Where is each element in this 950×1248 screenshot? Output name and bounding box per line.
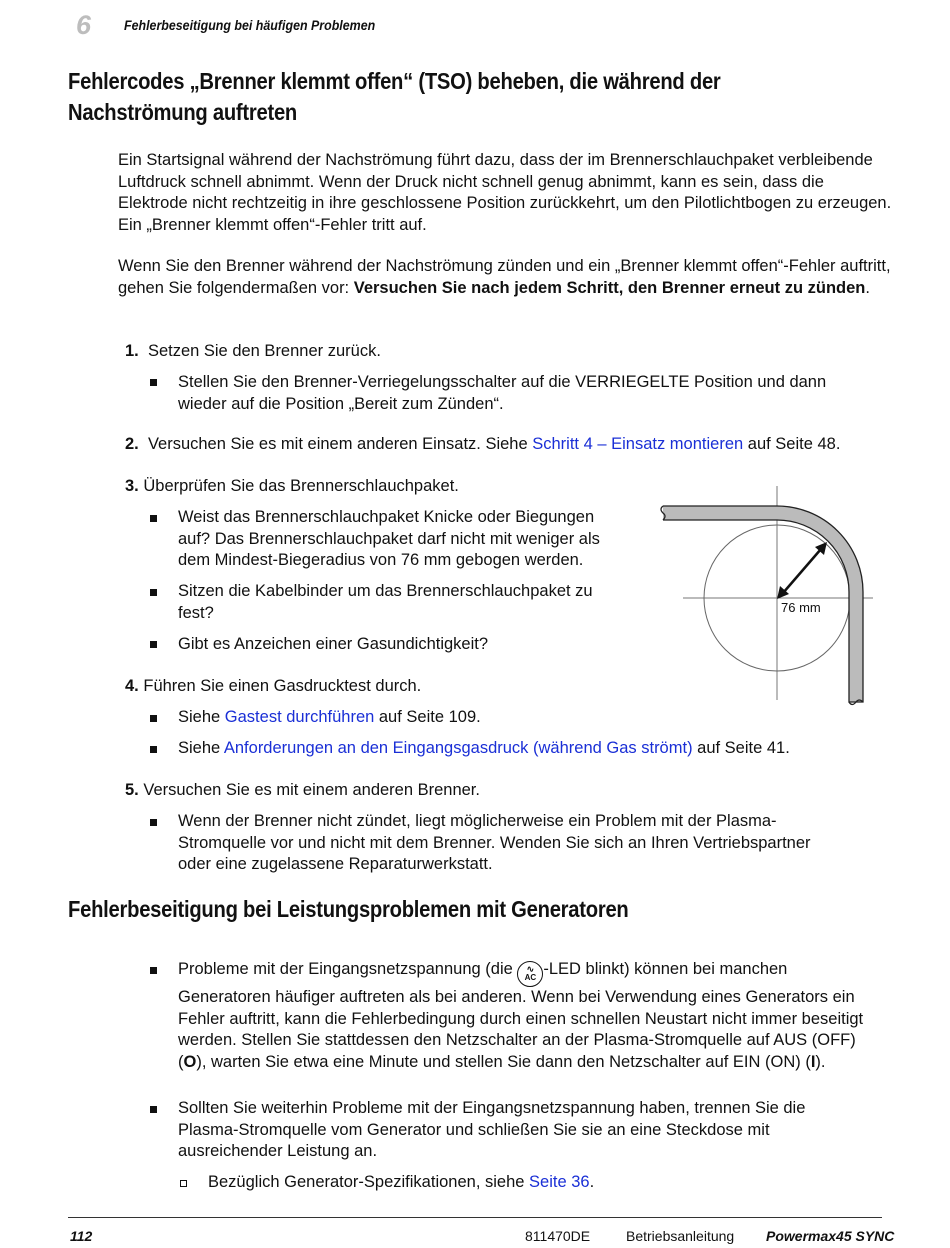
bullet-text-after: auf Seite 41. [692, 739, 790, 757]
sub-bullet-marker [180, 1180, 187, 1187]
footer-divider [68, 1217, 882, 1218]
step-3-bullet-3: Gibt es Anzeichen einer Gasundichtigkeit? [178, 635, 489, 653]
link-gastest[interactable]: Gastest durchführen [224, 708, 375, 726]
on-symbol: I [810, 1052, 816, 1071]
chapter-title: Fehlerbeseitigung bei häufigen Problemen [124, 18, 376, 33]
instruction-text: Wenn Sie den Brenner während der Nachströmung zünden und ein „Brenner klemmt offen“-Fehler auftritt, gehen Sie folgendermaßen vor: [118, 257, 891, 297]
bullet-marker [150, 589, 157, 596]
generator-bullet-1 [178, 959, 878, 1073]
step-text: Führen Sie einen Gasdrucktest durch. [143, 677, 422, 695]
bullet-text-after: auf Seite 109. [374, 708, 481, 726]
step-3 [125, 476, 459, 498]
generator-sub-bullet [208, 1172, 594, 1194]
ac-led-icon: ∿ AC [517, 961, 543, 987]
step-4-bullet-2 [178, 738, 790, 760]
step-5 [125, 780, 480, 802]
bullet-marker [150, 746, 157, 753]
step-number: 1. [125, 342, 139, 360]
instruction-paragraph [118, 256, 893, 299]
bullet-text: Siehe [178, 708, 225, 726]
link-seite-36[interactable]: Seite 36 [529, 1173, 590, 1191]
step-text: Überprüfen Sie das Brennerschlauchpaket. [143, 477, 459, 495]
bullet-marker [150, 379, 157, 386]
step-3-bullet-2: Sitzen die Kabelbinder um das Brennerschlauchpaket zu fest? [178, 582, 593, 622]
step-3-bullet-1: Weist das Brennerschlauchpaket Knicke oder Biegungen auf? Das Brennerschlauchpaket darf nicht mit weniger als dem Mindest-Biegeradius von 76 mm gebogen werden. [178, 508, 600, 569]
bullet-marker [150, 1106, 157, 1113]
document-number: 811470DE [525, 1228, 591, 1244]
step-4 [125, 676, 421, 698]
step-1-bullet: Stellen Sie den Brenner-Verriegelungsschalter auf die VERRIEGELTE Position und dann wieder auf die Position „Bereit zum Zünden“. [178, 373, 827, 413]
step-text: Versuchen Sie es mit einem anderen Einsatz. Siehe [147, 435, 533, 453]
step-number: 2. [125, 435, 139, 453]
step-5-bullet: Wenn der Brenner nicht zündet, liegt möglicherweise ein Problem mit der Plasma-Stromquelle vor und nicht mit dem Brenner. Wenden Sie sich an Ihren Vertriebspartner oder eine zugelassene Reparaturwerkstatt. [178, 812, 811, 873]
document-type: Betriebsanleitung [626, 1228, 735, 1244]
chapter-number: 6 [76, 10, 92, 40]
intro-paragraph: Ein Startsignal während der Nachströmung führt dazu, dass der im Brennerschlauchpaket verbleibende Luftdruck schnell abnimmt. Wenn der Druck nicht schnell genug abnimmt, kann es sein, dass die Elektrode nicht rechtzeitig in ihre geschlossene Position zurückkehrt, um den Pilotlichtbogen zu erzeugen. Ein „Brenner klemmt offen“-Fehler tritt auf. [118, 151, 892, 234]
radius-label: 76 mm [781, 600, 821, 615]
section-title-generators: Fehlerbeseitigung bei Leistungsproblemen mit Generatoren [68, 896, 629, 922]
bullet-text-mid: ), warten Sie etwa eine Minute und stellen Sie dann den Netzschalter auf EIN (ON) ( [196, 1052, 811, 1071]
bullet-text-cont: -LED blinkt) können bei manchen Generatoren häufiger auftreten als bei anderen. Wenn bei Verwendung eines Generators ein Fehler auftritt, kann die Fehlerbedingung durch einen schnellen Neustart nicht immer beseitigt werden. Stellen Sie stattdessen den Netzschalter an der Plasma-Stromquelle auf AUS (OFF) ( [178, 960, 864, 1071]
step-text: Setzen Sie den Brenner zurück. [147, 342, 381, 360]
radius-arrow-line [783, 549, 821, 593]
step-text-after: auf Seite 48. [743, 435, 841, 453]
step-4-bullet-1 [178, 707, 481, 729]
bullet-text: Siehe [178, 739, 224, 757]
step-number: 4. [125, 677, 139, 695]
instruction-end: . [865, 278, 870, 297]
section-title-tso: Fehlercodes „Brenner klemmt offen“ (TSO) beheben, die während der Nachströmung auftreten [68, 68, 721, 125]
ac-icon-label: AC [524, 973, 537, 982]
link-einsatz-montieren[interactable]: Schritt 4 – Einsatz montieren [532, 435, 744, 453]
instruction-bold: Versuchen Sie nach jedem Schritt, den Brenner erneut zu zünden [353, 278, 866, 297]
product-name: Powermax45 SYNC [766, 1228, 895, 1244]
bend-radius-figure [655, 482, 885, 710]
off-symbol: O [183, 1052, 197, 1071]
page-number: 112 [70, 1228, 93, 1244]
bullet-marker [150, 641, 157, 648]
sub-bullet-text: Bezüglich Generator-Spezifikationen, siehe [208, 1173, 530, 1191]
step-text: Versuchen Sie es mit einem anderen Brenner. [143, 781, 480, 799]
bullet-marker [150, 819, 157, 826]
sub-bullet-end: . [589, 1173, 595, 1191]
generator-bullet-2: Sollten Sie weiterhin Probleme mit der Eingangsnetzspannung haben, trennen Sie die Plasma-Stromquelle vom Generator und schließen Sie sie an eine Steckdose mit ausreichender Leistung an. [178, 1099, 806, 1160]
step-2 [125, 434, 840, 456]
torch-lead-hose [663, 506, 863, 702]
bullet-marker [150, 715, 157, 722]
step-number: 5. [125, 781, 139, 799]
bullet-text: Probleme mit der Eingangsnetzspannung (die [178, 960, 518, 978]
bullet-marker [150, 515, 157, 522]
step-number: 3. [125, 477, 139, 495]
step-1 [125, 341, 381, 363]
link-eingangsgasdruck[interactable]: Anforderungen an den Eingangsgasdruck (während Gas strömt) [223, 739, 693, 757]
bullet-text-end: ). [815, 1052, 826, 1071]
bullet-marker [150, 967, 157, 974]
